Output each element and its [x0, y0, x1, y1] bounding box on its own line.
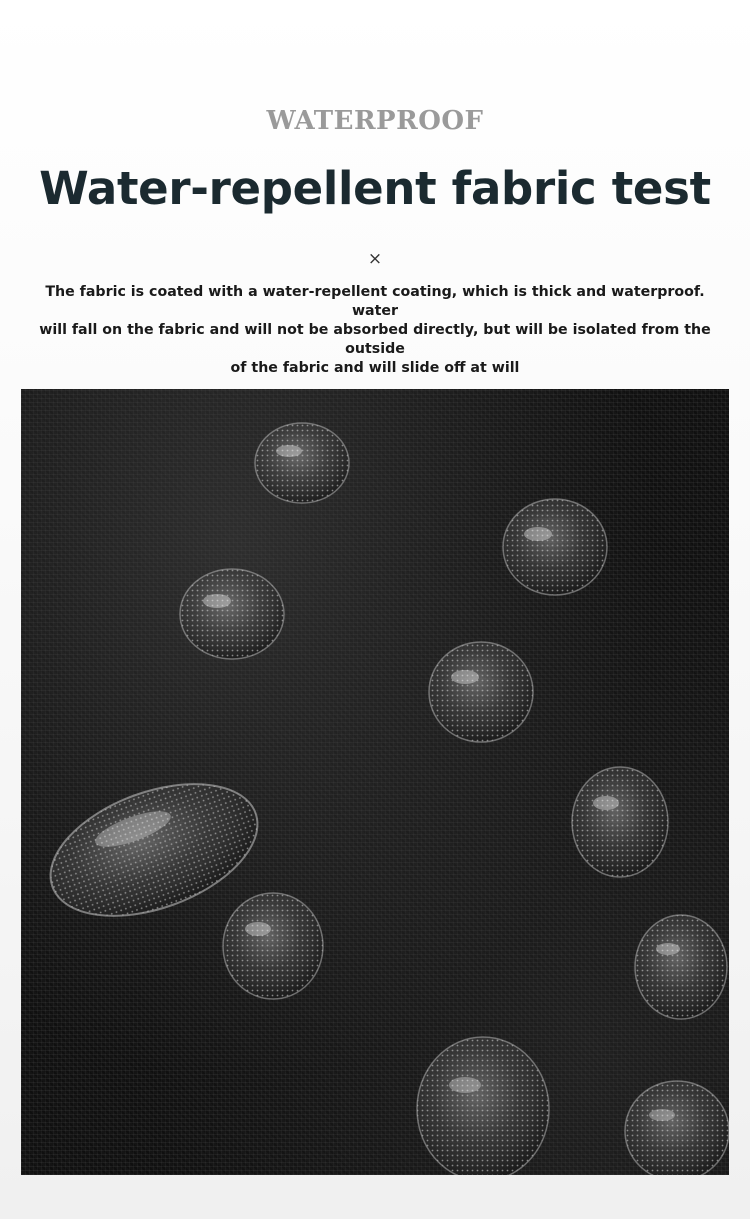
- droplet: [255, 423, 349, 503]
- page-title: Water-repellent fabric test: [39, 162, 711, 215]
- droplet: [625, 1081, 729, 1175]
- droplet: [503, 499, 607, 595]
- droplet: [180, 569, 284, 659]
- droplet: [572, 767, 668, 877]
- droplet: [223, 893, 323, 999]
- description-line: The fabric is coated with a water-repellent coating, which is thick and waterproof. water: [45, 284, 705, 319]
- divider-x-icon: ×: [367, 249, 383, 269]
- droplet: [635, 915, 727, 1019]
- droplet: [417, 1037, 549, 1175]
- description-line: of the fabric and will slide off at will: [230, 360, 520, 376]
- water-droplets-illustration: [21, 389, 729, 1175]
- section-kicker: WATERPROOF: [266, 106, 484, 136]
- droplet: [429, 642, 533, 742]
- fabric-droplets-photo: [21, 389, 729, 1175]
- description-text: [20, 283, 730, 378]
- description-line: will fall on the fabric and will not be absorbed directly, but will be isolated from the outside: [39, 322, 711, 357]
